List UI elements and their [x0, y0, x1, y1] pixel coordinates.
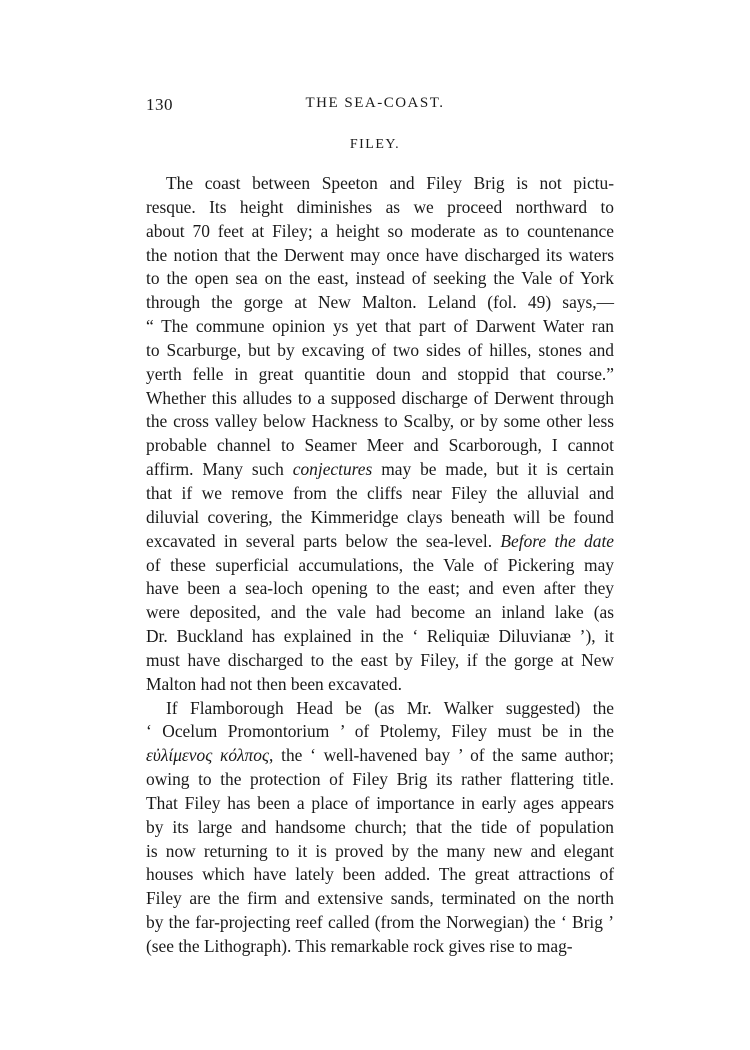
- paragraph: [146, 172, 614, 697]
- text-line: [146, 315, 614, 339]
- text-line: [146, 506, 614, 530]
- text-line: [146, 697, 614, 721]
- text-line: [146, 887, 614, 911]
- text-line: [146, 410, 614, 434]
- italic-text: Before the date: [500, 530, 614, 551]
- text-run: The coast between Speeton and Filey Brig is not pictu-: [166, 173, 614, 193]
- text-line: [146, 196, 614, 220]
- text-line: [146, 577, 614, 601]
- text-run: Whether this alludes to a supposed discharge of Derwent through: [146, 387, 614, 408]
- text-run: “ The commune opinion ys yet that part of Darwent Water ran: [146, 316, 614, 337]
- body-text: [146, 172, 614, 959]
- text-run: resque. Its height diminishes as we proceed northward to: [146, 196, 614, 217]
- text-line: [146, 530, 614, 554]
- text-line: [146, 911, 614, 935]
- text-run: excavated in several parts below the sea-level.: [146, 530, 501, 551]
- text-run: , the ‘ well-havened bay ’ of the same author;: [269, 745, 614, 766]
- text-line: [146, 601, 614, 625]
- text-run: to the open sea on the east, instead of seeking the Vale of York: [146, 268, 614, 289]
- text-line: [146, 220, 614, 244]
- text-run: That Filey has been a place of importance in early ages appears: [146, 792, 614, 813]
- text-run: is now returning to it is proved by the many new and elegant: [146, 840, 614, 861]
- text-run: ‘ Ocelum Promontorium ’ of Ptolemy, Filey must be in the: [146, 721, 614, 742]
- text-line: [146, 482, 614, 506]
- italic-text: conjectures: [292, 459, 373, 480]
- italic-text: εὐλίμενος κόλπος: [146, 745, 270, 766]
- text-run: Dr. Buckland has explained in the ‘ Reliquiæ Diluvianæ ’), it: [146, 626, 614, 647]
- text-line: [146, 744, 614, 768]
- text-line: [146, 244, 614, 268]
- text-run: houses which have lately been added. The great attractions of: [146, 864, 614, 885]
- text-line: [146, 172, 614, 196]
- text-run: If Flamborough Head be (as Mr. Walker suggested) the: [166, 697, 614, 718]
- text-line: [146, 625, 614, 649]
- text-line: [146, 339, 614, 363]
- text-line: [146, 840, 614, 864]
- text-line: [146, 768, 614, 792]
- text-line: [146, 291, 614, 315]
- text-run: of these superficial accumulations, the Vale of Pickering may: [146, 554, 614, 575]
- text-run: the notion that the Derwent may once have discharged its waters: [146, 244, 614, 265]
- text-line: [146, 673, 614, 697]
- paragraph: [146, 697, 614, 959]
- text-run: by the far-projecting reef called (from the Norwegian) the ‘ Brig ’: [146, 912, 614, 933]
- text-line: [146, 863, 614, 887]
- text-line: [146, 720, 614, 744]
- text-run: that if we remove from the cliffs near Filey the alluvial and: [146, 482, 614, 503]
- text-line: [146, 649, 614, 673]
- text-run: were deposited, and the vale had become an inland lake (as: [146, 602, 614, 623]
- text-run: may be made, but it is certain: [372, 459, 614, 480]
- text-line: [146, 792, 614, 816]
- text-run: through the gorge at New Malton. Leland (fol. 49) says,—: [146, 292, 614, 313]
- text-run: Malton had not then been excavated.: [146, 673, 402, 694]
- text-line: [146, 554, 614, 578]
- text-run: probable channel to Seamer Meer and Scarborough, I cannot: [146, 435, 614, 456]
- text-line: [146, 935, 614, 959]
- text-run: the cross valley below Hackness to Scalby, or by some other less: [146, 411, 614, 432]
- text-line: [146, 267, 614, 291]
- text-run: yerth felle in great quantitie doun and stoppid that course.”: [146, 363, 614, 384]
- text-line: [146, 387, 614, 411]
- page-number: 130: [146, 95, 173, 114]
- text-run: have been a sea-loch opening to the east; and even after they: [146, 578, 614, 599]
- text-run: must have discharged to the east by Filey, if the gorge at New: [146, 649, 614, 670]
- text-run: to Scarburge, but by excaving of two sides of hilles, stones and: [146, 339, 614, 360]
- text-run: by its large and handsome church; that the tide of population: [146, 816, 614, 837]
- text-line: [146, 363, 614, 387]
- text-run: about 70 feet at Filey; a height so moderate as to countenance: [146, 220, 614, 241]
- text-run: (see the Lithograph). This remarkable rock gives rise to mag-: [146, 936, 573, 956]
- section-title: FILEY.: [349, 137, 401, 152]
- text-line: [146, 434, 614, 458]
- text-run: diluvial covering, the Kimmeridge clays beneath will be found: [146, 506, 614, 527]
- running-head: THE SEA-COAST.: [305, 95, 445, 111]
- text-line: [146, 816, 614, 840]
- text-run: affirm. Many such: [146, 459, 293, 480]
- text-run: Filey are the firm and extensive sands, terminated on the north: [146, 888, 614, 909]
- text-line: [146, 458, 614, 482]
- text-run: owing to the protection of Filey Brig its rather flattering title.: [146, 769, 614, 790]
